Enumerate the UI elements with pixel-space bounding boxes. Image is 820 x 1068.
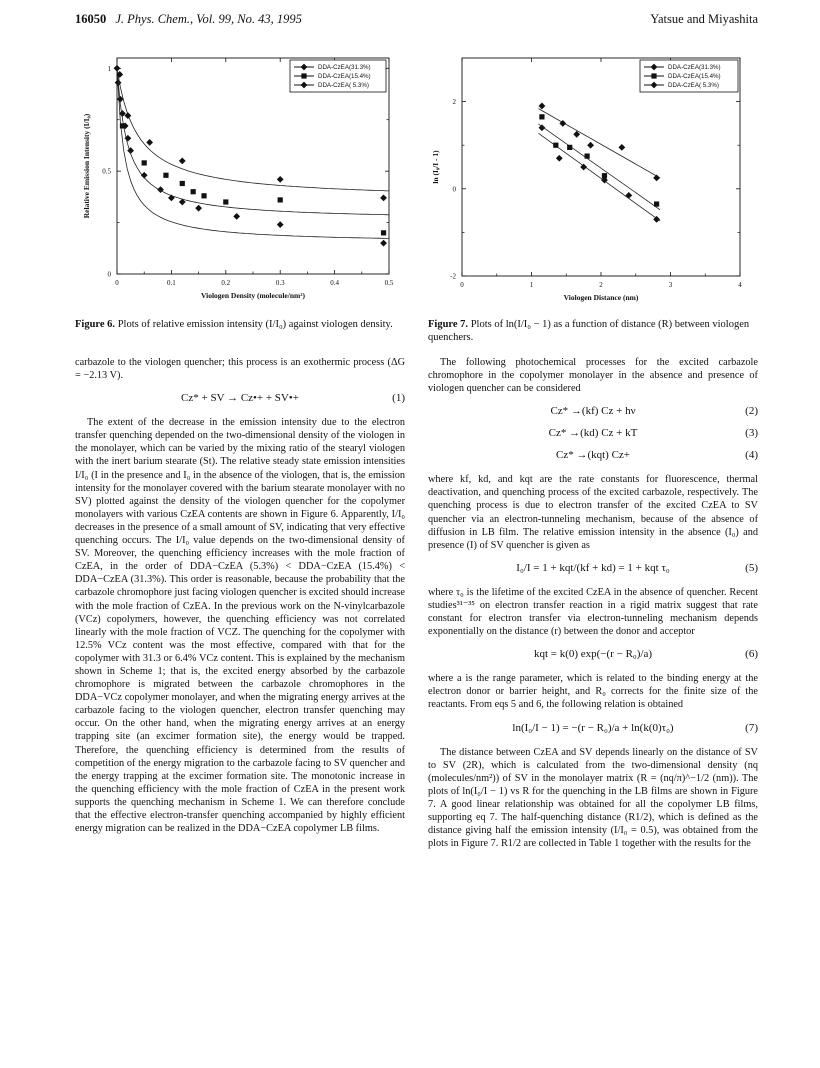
- x-tick-label: 1: [529, 281, 534, 289]
- x-tick-label: 0.5: [384, 279, 394, 287]
- data-point: [277, 221, 284, 228]
- data-point: [585, 154, 590, 159]
- left-column: [75, 356, 405, 835]
- header-left: [75, 12, 302, 27]
- data-point: [146, 139, 153, 146]
- data-point: [381, 230, 386, 235]
- legend-label: DDA-CzEA(15.4%): [318, 73, 371, 81]
- right-paragraph-5: The distance between CzEA and SV depends linearly on the distance of SV to SV (2R), which is calculated from the two-dimensional density (nq (molecules/nm²)) of SV in the monolayer matrix (R = (nq/π)^−1/2 (nm)). The plots of ln(I₀/I − 1) vs R for the quenching in the LB films are shown in Figure 7. A good linear relationship was obtained for all the copolymer LB films, supporting eq 7. The half-quenching distance (R1/2), which is defined as the distance giving half the emission intensity (I/I₀ = 0.5), was obtained from the plots in Figure 7. R1/2 are collected in Table 1 together with the results for the: [428, 746, 758, 850]
- data-point: [142, 160, 147, 165]
- x-tick-label: 0.4: [330, 279, 339, 287]
- equation-4: [428, 445, 758, 467]
- y-axis-label: Relative Emission Intensity (I/I₀): [82, 113, 91, 219]
- x-axis-label: Viologen Distance (nm): [563, 293, 639, 302]
- x-axis-label: Viologen Density (molecule/nm²): [200, 291, 306, 300]
- legend-label: DDA-CzEA(15.4%): [668, 73, 721, 81]
- data-point: [380, 240, 387, 247]
- x-tick-label: 3: [668, 281, 673, 289]
- right-paragraph-1: The following photochemical processes for the excited carbazole chromophore in the copolymer monolayer in the absence and presence of viologen quencher can be considered: [428, 357, 758, 395]
- y-axis-label: ln (I₀/I - 1): [431, 150, 440, 184]
- equation-3-body: Cz* →(kd) Cz + kT: [548, 427, 638, 440]
- data-point: [602, 173, 607, 178]
- x-tick-label: 0.1: [167, 279, 176, 287]
- right-column: [428, 356, 758, 850]
- data-point: [191, 189, 196, 194]
- equation-7-body: ln(I₀/I − 1) = −(r − R₀)/a + ln(k(0)τ₀): [512, 721, 674, 734]
- legend-label: DDA-CzEA(31.3%): [318, 64, 371, 72]
- equation-6: [428, 644, 758, 666]
- legend-label: DDA-CzEA(31.3%): [668, 64, 721, 72]
- data-point: [163, 173, 168, 178]
- legend-marker: [301, 73, 306, 78]
- figure-7-chart: [428, 52, 758, 314]
- data-point: [180, 181, 185, 186]
- data-point: [556, 155, 563, 162]
- x-tick-label: 0.3: [275, 279, 285, 287]
- y-tick-label: 0.5: [102, 167, 111, 176]
- data-point: [625, 192, 632, 199]
- data-point: [278, 197, 283, 202]
- data-point: [380, 194, 387, 201]
- data-point: [277, 176, 284, 183]
- data-point: [553, 143, 558, 148]
- data-point: [654, 201, 659, 206]
- equation-5-number: (5): [745, 561, 758, 574]
- x-tick-label: 2: [599, 281, 603, 289]
- y-tick-label: -2: [450, 272, 456, 281]
- left-paragraph-1: carbazole to the viologen quencher; this process is an exothermic process (ΔG = −2.13 V).: [75, 357, 405, 382]
- figure-6-caption-text: Plots of relative emission intensity (I/I₀) against viologen density.: [117, 319, 393, 330]
- equation-5: [428, 558, 758, 580]
- running-header: [75, 12, 758, 28]
- header-authors: Yatsue and Miyashita: [650, 12, 758, 26]
- x-tick-label: 0: [460, 281, 464, 289]
- data-point: [539, 103, 546, 110]
- x-tick-label: 0.2: [221, 279, 231, 287]
- data-point: [653, 175, 660, 182]
- equation-4-body: Cz* →(kqt) Cz+: [555, 449, 631, 462]
- figure-7-caption-text: Plots of ln(I/I₀ − 1) as a function of distance (R) between viologen quenchers.: [428, 319, 750, 343]
- data-point: [195, 205, 202, 212]
- fit-line: [538, 124, 660, 210]
- fit-line: [117, 68, 389, 238]
- equation-2-number: (2): [745, 405, 758, 418]
- figure-6-chart: [75, 52, 405, 312]
- data-point: [120, 123, 125, 128]
- equation-6-body: kqt = k(0) exp(−(r − R₀)/a): [533, 648, 653, 661]
- figure-7-caption-label: Figure 7.: [428, 319, 469, 330]
- equation-4-number: (4): [745, 449, 758, 462]
- equation-1: [75, 388, 405, 410]
- figure-6-caption: [75, 318, 405, 331]
- legend-label: DDA-CzEA( 5.3%): [318, 82, 369, 90]
- data-point: [179, 157, 186, 164]
- data-point: [618, 144, 625, 151]
- right-paragraph-4: where a is the range parameter, which is related to the binding energy at the electron donor or barrier height, and R₀ corrects for the finite size of the reactants. From eqs 5 and 6, the following relation is obtained: [428, 673, 758, 711]
- equation-7-number: (7): [745, 721, 758, 734]
- x-tick-label: 4: [738, 281, 742, 289]
- x-tick-label: 0: [115, 279, 119, 287]
- data-point: [539, 114, 544, 119]
- left-paragraph-2: The extent of the decrease in the emission intensity due to the electron transfer quenching depended on the two-dimensional density of the viologen in the monolayer, which can be varied by the mixing ratio of the stearyl viologen with the inert barium stearate (St). The relative steady state emission intensities I/I₀ (I in the presence and I₀ in the absence of the viologen, that is, the emission intensity for the monolayer covered with the barium stearate monolayer with no SV) plotted against the density of the viologen quencher for the copolymer monolayers with various CzEA contents are shown in Figure 6. Apparently, I/I₀ decreases in the presence of a small amount of SV, indicating that very effective quenching occurs. The I/I₀ value depends on the two-dimensional density of SV. Moreover, the quenching efficiency increases with the mole fraction of CzEA, in the order of DDA−CzEA (5.3%) < DDA−CzEA (15.4%) < DDA−CzEA (31.3%). This order is reasonable, because the probability that the carbazole chromophore just facing viologen quencher is excited should increase with the mole fraction of CzEA. In the previous work on the N-vinylcarbazole (VCz) copolymers, however, the quenching efficiency was not correlated linearly with the mole fraction of VCZ. The quenching for the copolymer with 12.5% VCz content was the most effective, compared with that for the copolymer with 31.3 or 6.4% VCz content. This is explained by the mechanism shown in Scheme 1; that is, the excited energy absorbed by the carbazole chromophore is migrated between the carbazole chromophores in the DDA−VCz copolymer monolayer, and when the migrating energy arrives at the carbazole facing to the viologen quencher, electron transfer quenching may occur. On the other hand, when the migrating energy arrives at an energy trapping site (an excimer formation site), the energy would be trapped. Therefore, the quenching efficiency is determined from the results of competition of the energy migration to the carbazole facing to SV quencher and the energy trapping at the excimer formation site. The monotonic increase in the quenching efficiency with the mole fraction of CzEA in the present work supports the quenching mechanism in Scheme 1. We can therefore conclude that the effective electron-transfer quenching accompanied by highly efficient energy migration can be realized in the DDA−CzEA copolymer LB films.: [75, 417, 405, 835]
- y-tick-label: 0: [452, 185, 456, 194]
- data-point: [587, 142, 594, 149]
- data-point: [233, 213, 240, 220]
- data-point: [223, 199, 228, 204]
- equation-6-number: (6): [745, 648, 758, 661]
- figure-7-caption: [428, 318, 758, 344]
- right-paragraph-3: where τ₀ is the lifetime of the excited CzEA in the absence of quencher. Recent studies³¹⁻³⁵ on electron transfer reaction in a rigid matrix suggest that rate constant for electron transfer via electron-tunneling mechanism depends exponentially on the distance (r) between the donor and acceptor: [428, 586, 758, 638]
- legend-label: DDA-CzEA( 5.3%): [668, 82, 719, 90]
- equation-1-number: (1): [392, 392, 405, 405]
- equation-3: [428, 423, 758, 445]
- equation-3-number: (3): [745, 427, 758, 440]
- figure-7: [428, 52, 758, 314]
- equation-5-body: I₀/I = 1 + kqt/(kf + kd) = 1 + kqt τ₀: [516, 561, 670, 574]
- data-point: [201, 193, 206, 198]
- y-tick-label: 2: [452, 98, 456, 107]
- equation-2-body: Cz* →(kf) Cz + hν: [550, 405, 636, 418]
- figure-6-caption-label: Figure 6.: [75, 319, 116, 330]
- legend-marker: [651, 73, 656, 78]
- y-tick-label: 1: [107, 64, 111, 73]
- data-point: [567, 145, 572, 150]
- right-paragraph-2: where kf, kd, and kqt are the rate constants for fluorescence, thermal deactivation, and quenching process of the excited carbazole, respectively. The quenching process is due to electron transfer of the excited CzEA to SV quencher via an electron-tunneling mechanism, because of the absence of diffusion in LB film. The relative emission intensity in the absence (I₀) and presence (I) of SV quencher is given as: [428, 474, 758, 551]
- journal-citation: J. Phys. Chem., Vol. 99, No. 43, 1995: [115, 12, 302, 26]
- equation-1-body: Cz* + SV → Cz•+ + SV•+: [181, 392, 299, 405]
- page-number: 16050: [75, 12, 107, 26]
- equation-2: [428, 401, 758, 423]
- figure-6: [75, 52, 405, 312]
- y-tick-label: 0: [107, 270, 111, 279]
- equation-7: [428, 718, 758, 740]
